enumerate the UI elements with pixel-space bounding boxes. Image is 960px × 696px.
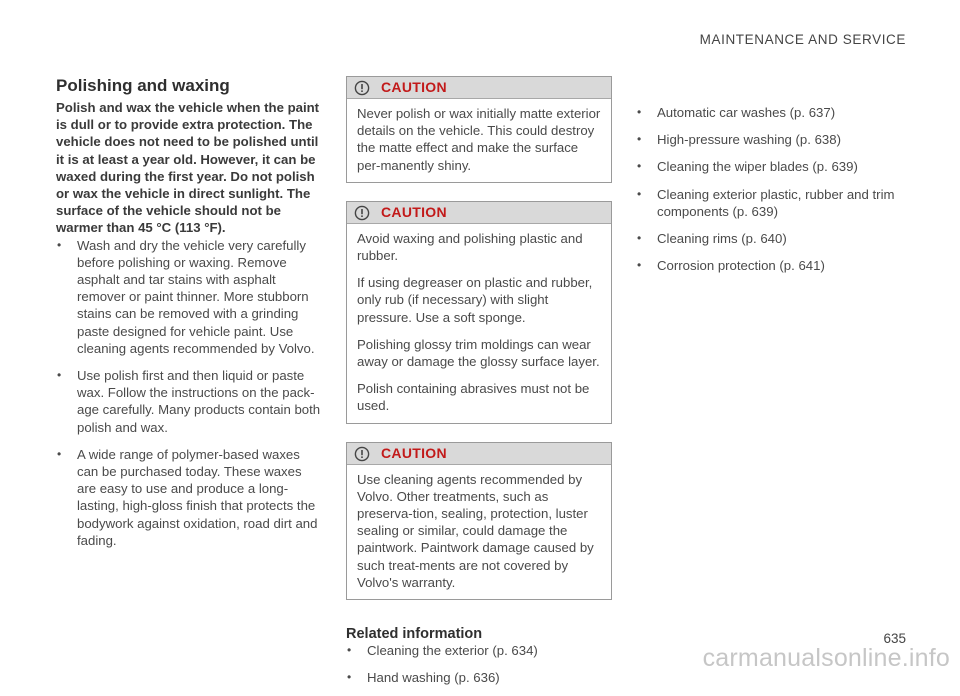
caution-header <box>347 202 611 224</box>
bullet-icon: • <box>57 237 62 252</box>
caution-body <box>347 224 611 423</box>
column-right <box>636 104 904 284</box>
list-item: • Use polish first and then liquid or paste wax. Follow the instructions on the pack-age carefully. Many products contain both polish and wax. <box>57 368 321 435</box>
caution-label: CAUTION <box>381 203 447 220</box>
list-item: • Wash and dry the vehicle very carefully before polishing or waxing. Remove asphalt and tar stains with asphalt remover or paint thinner. More stubborn stains can be removed with a grinding paste designed for vehicle paint. Use cleaning agents recommended by Volvo. <box>57 237 315 356</box>
bullet-icon: • <box>637 186 642 201</box>
caution-body <box>347 99 611 182</box>
related-information-heading: Related information <box>346 626 483 643</box>
caution-icon <box>354 446 370 462</box>
caution-text: Polishing glossy trim moldings can wear away or damage the glossy surface layer. <box>357 336 600 370</box>
section-title: MAINTENANCE AND SERVICE <box>699 32 906 47</box>
related-link[interactable]: • Cleaning the exterior (p. 634) <box>347 643 538 659</box>
page-number: 635 <box>883 631 906 646</box>
caution-box <box>346 76 612 183</box>
caution-icon <box>354 80 370 96</box>
related-link[interactable]: • Cleaning the wiper blades (p. 639) <box>637 159 858 175</box>
related-link[interactable]: • Automatic car washes (p. 637) <box>637 105 836 120</box>
column-middle <box>346 76 612 696</box>
related-link[interactable]: • Hand washing (p. 636) <box>347 670 500 686</box>
related-link[interactable]: • High-pressure washing (p. 638) <box>637 132 841 148</box>
caution-icon <box>354 205 370 221</box>
related-links-list <box>346 642 612 686</box>
caution-text: If using degreaser on plastic and rubber, only rub (if necessary) with slight pressure. Use a soft sponge. <box>357 275 593 325</box>
bullet-icon: • <box>57 446 62 461</box>
related-link[interactable]: • Cleaning exterior plastic, rubber and trim components (p. 639) <box>637 186 895 219</box>
related-link[interactable]: • Cleaning rims (p. 640) <box>637 231 787 247</box>
watermark[interactable]: carmanualsonline.info <box>702 644 950 672</box>
article-intro: Polish and wax the vehicle when the paint is dull or to provide extra protection. The vehicle does not need to be polished until it is at least a year old. However, it can be waxed during the first year. Do not polish or wax the vehicle in direct sunlight. The surface of the vehicle should not be warmer than 45 °C (113 °F). <box>56 100 320 236</box>
bullet-icon: • <box>57 368 62 383</box>
article-title: Polishing and waxing <box>56 76 230 95</box>
bullet-icon: • <box>347 670 352 685</box>
list-item: • A wide range of polymer-based waxes can be purchased today. These waxes are easy to use and produce a long-lasting, high-gloss finish that protects the bodywork against oxidation, road dirt and fading. <box>57 446 318 548</box>
bullet-icon: • <box>637 159 642 174</box>
caution-body <box>347 465 611 599</box>
caution-label: CAUTION <box>381 79 447 95</box>
caution-label: CAUTION <box>381 444 447 461</box>
bullet-icon: • <box>347 643 352 658</box>
bullet-icon: • <box>637 132 642 147</box>
caution-text: Never polish or wax initially matte exterior details on the vehicle. This could destroy the matte effect and make the surface per-manently shiny. <box>357 106 601 173</box>
caution-text: Use cleaning agents recommended by Volvo. Other treatments, such as preserva-tion, sealing, protection, luster sealing or similar, could damage the paintwork. Paintwork damage caused by such treat-ments are not covered by Volvo's warranty. <box>357 471 594 590</box>
column-left <box>56 76 322 559</box>
caution-text: Avoid waxing and polishing plastic and rubber. <box>357 230 583 264</box>
caution-header <box>347 443 611 465</box>
caution-header <box>347 77 611 99</box>
related-link[interactable]: • Corrosion protection (p. 641) <box>637 258 825 274</box>
bullet-icon: • <box>637 231 642 246</box>
instruction-list <box>56 237 322 549</box>
caution-box <box>346 442 612 600</box>
bullet-icon: • <box>637 258 642 273</box>
bullet-icon: • <box>637 105 642 119</box>
caution-text: Polish containing abrasives must not be used. <box>357 381 590 414</box>
caution-box <box>346 201 612 424</box>
related-links-list-continued <box>636 104 904 274</box>
